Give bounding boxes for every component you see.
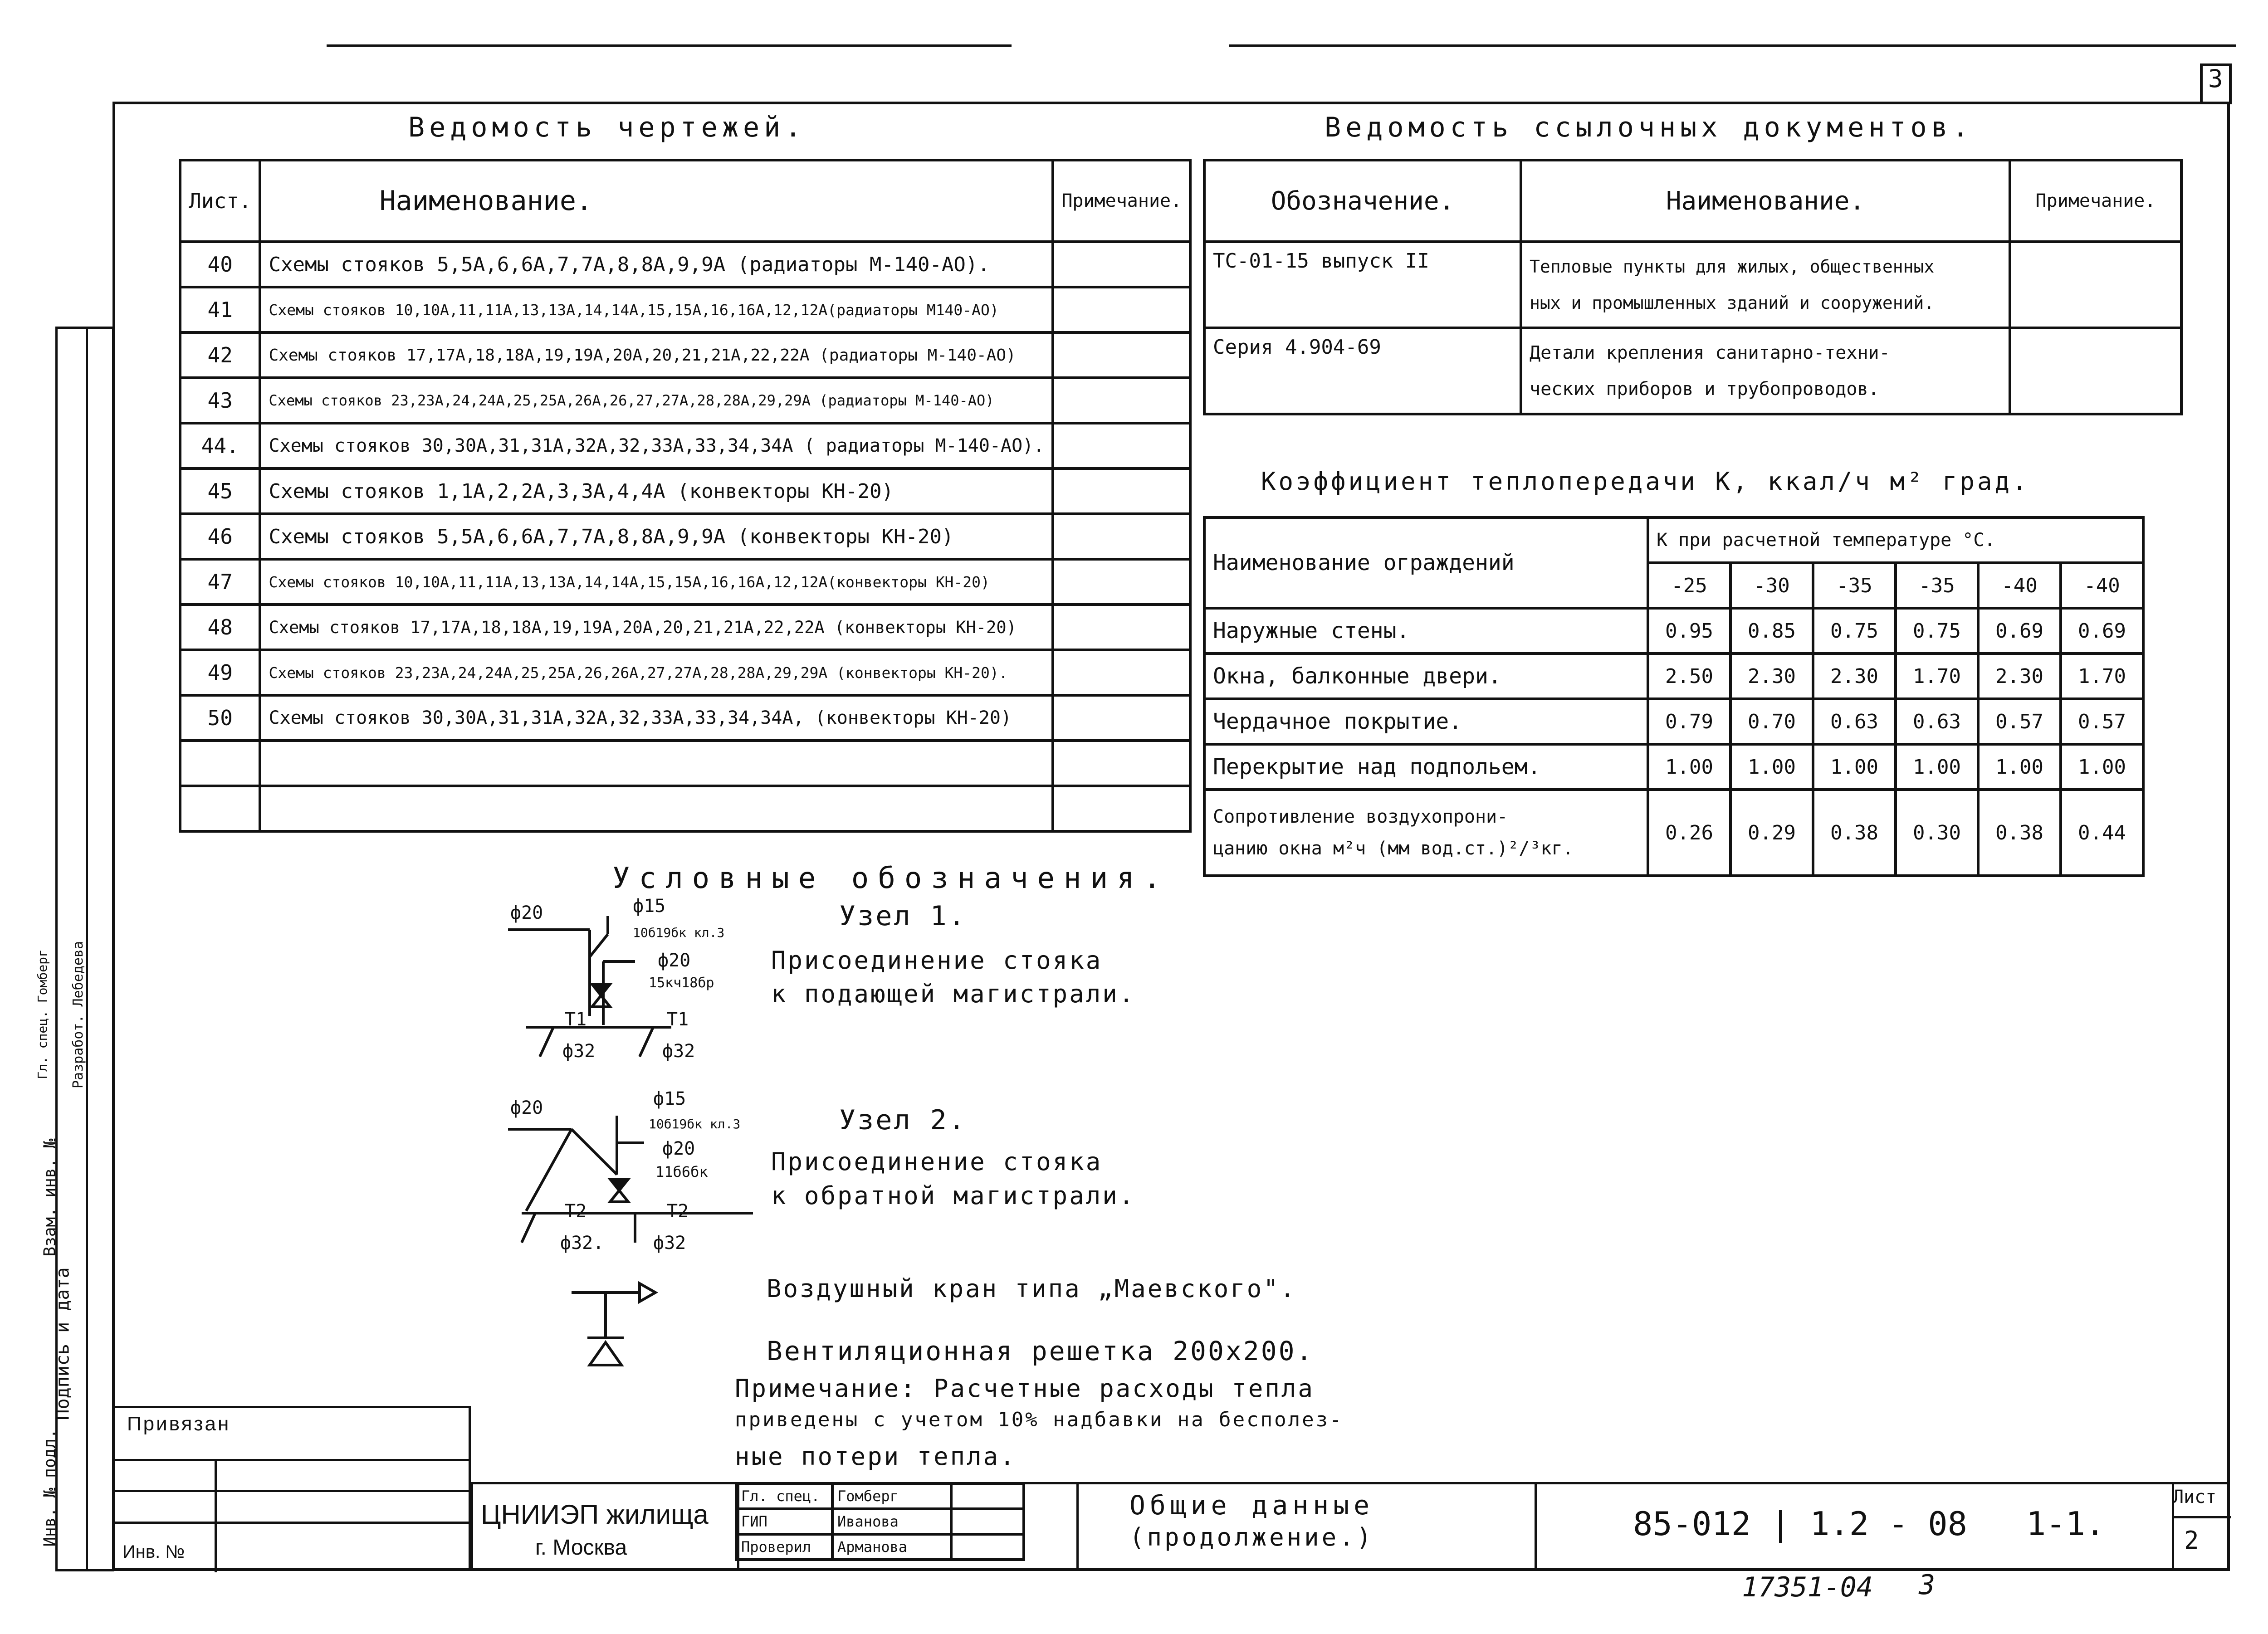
bottom-code: 17351-04 (1742, 1571, 1873, 1603)
node1-spec20: 15кч18бр (649, 975, 714, 991)
ref-col-note: Примечание. (2010, 160, 2181, 242)
table-row-empty (180, 786, 1190, 831)
node1-desc1: Присоединение стояка (771, 946, 1103, 975)
table-row-empty (180, 741, 1190, 786)
node1-t1b: Т1 (667, 1009, 689, 1030)
list-label: Лист (2173, 1487, 2217, 1507)
node1-d32a: ф32 (562, 1041, 596, 1062)
heat-coeff-table: Наименование ограждений К при расчетной температуре °С. -25 -30 -35 -35 -40 -40 Наружные стены. 0.95 0.85 0.75 0.75 0.69 0.69 Окна, балконные двери. 2.50 2.30 2.30 1.70 2.30 1.70 Чердачное покрытие. 0.79 0.70 0.63 0.63 0.57 0.57 Перекрытие над подпольем. 1.00 1.00 1.00 1.00 1.00 1.00 Сопротивление воздухопрони- цанию окна м²ч (мм вод.ст.)²/³кг. 0.26 0.29 0.38 0.30 0.38 0.44 (1203, 516, 2145, 877)
legend-title: Условные обозначения. (612, 862, 1170, 895)
node2-d15: ф15 (653, 1088, 686, 1109)
table-row: Гл. спец. Гомберг (736, 1483, 1024, 1509)
note-line1: Примечание: Расчетные расходы тепла (735, 1374, 1315, 1403)
side-podpis-data: Подпись и дата (52, 1267, 73, 1420)
drawings-list-title: Ведомость чертежей. (408, 112, 806, 143)
top-rule-left (327, 44, 1012, 47)
table-row: Наружные стены. 0.95 0.85 0.75 0.75 0.69 0.69 (1204, 608, 2143, 654)
node1-title: Узел 1. (839, 900, 967, 932)
node2-t2a: Т2 (565, 1201, 587, 1222)
bottom-number: 3 (1919, 1569, 1936, 1601)
node1-t1a: Т1 (565, 1009, 587, 1030)
node2-d20b: ф20 (662, 1138, 695, 1159)
sheet-title-line1: Общие данные (1129, 1490, 1374, 1521)
table-row: Проверил Арманова (736, 1534, 1024, 1560)
table-row: Сопротивление воздухопрони- цанию окна м²ч (мм вод.ст.)²/³кг. 0.26 0.29 0.38 0.30 0.38 0.44 (1204, 790, 2143, 876)
heat-col-group: К при расчетной температуре °С. (1648, 517, 2143, 563)
node2-d32b: ф32 (653, 1233, 686, 1254)
node2-spec15: 10б19бк кл.3 (649, 1117, 741, 1132)
side-razrab: Разработ. Лебедева (70, 941, 87, 1089)
air-valve-label: Воздушный кран типа „Маевского". (767, 1274, 1297, 1303)
node2-t2b: Т2 (667, 1201, 689, 1222)
table-row: 40 Схемы стояков 5,5А,6,6А,7,7А,8,8А,9,9А (радиаторы М-140-АО). (180, 242, 1190, 287)
privyazan-label: Привязан (127, 1413, 231, 1435)
node1-desc2: к подающей магистрали. (771, 980, 1136, 1008)
node1-d15: ф15 (633, 896, 666, 917)
table-row: ГИП Иванова (736, 1509, 1024, 1534)
table-row: 45 Схемы стояков 1,1А,2,2А,3,3А,4,4А (конвекторы КН-20) (180, 468, 1190, 514)
inv-no-label: Инв. № (122, 1542, 185, 1562)
col-note: Примечание. (1053, 160, 1190, 242)
table-row: Серия 4.904-69 Детали крепления санитарно-техни- ческих приборов и трубопроводов. (1204, 328, 2181, 414)
node2-spec20: 11б6бк (655, 1163, 708, 1180)
air-valve-icon (562, 1274, 662, 1374)
list-number: 2 (2184, 1526, 2199, 1555)
sheet-title-line2: (продолжение.) (1129, 1523, 1374, 1551)
table-row: 50 Схемы стояков 30,30А,31,31А,32А,32,33А,33,34,34А, (конвекторы КН-20) (180, 695, 1190, 741)
note-line2: приведены с учетом 10% надбавки на бесполез- (735, 1408, 1344, 1431)
table-row: ТС-01-15 выпуск II Тепловые пункты для жилых, общественных ных и промышленных зданий и сооружений. (1204, 242, 2181, 328)
side-inv-podl: Инв. № подл. (40, 1429, 59, 1547)
roles-table (735, 1482, 1025, 1561)
table-row: Окна, балконные двери. 2.50 2.30 2.30 1.70 2.30 1.70 (1204, 654, 2143, 699)
top-rule-right (1229, 44, 2236, 47)
side-gl-spec: Гл. спец. Гомберг (34, 949, 50, 1079)
table-row: 41 Схемы стояков 10,10А,11,11А,13,13А,14,14А,15,15А,16,16А,12,12А(радиаторы М140-АО) (180, 287, 1190, 332)
node1-d32b: ф32 (662, 1041, 695, 1062)
drawing-code: 85-012 | 1.2 - 08 1-1. (1633, 1505, 2105, 1543)
node2-desc1: Присоединение стояка (771, 1147, 1103, 1176)
reference-docs-title: Ведомость ссылочных документов. (1325, 112, 1973, 143)
corner-sheet-number: 3 (2208, 64, 2223, 93)
table-row: 46 Схемы стояков 5,5А,6,6А,7,7А,8,8А,9,9А (конвекторы КН-20) (180, 514, 1190, 559)
table-row: Чердачное покрытие. 0.79 0.70 0.63 0.63 0.57 0.57 (1204, 699, 2143, 744)
vent-grille-label: Вентиляционная решетка 200х200. (767, 1336, 1314, 1366)
ref-col-name: Наименование. (1521, 160, 2010, 242)
node2-title: Узел 2. (839, 1104, 967, 1136)
col-sheet: Лист. (180, 160, 260, 242)
node2-d32a: ф32. (560, 1233, 604, 1254)
org-name: ЦНИИЭП жилища (481, 1499, 709, 1530)
node1-d20b: ф20 (658, 950, 691, 971)
table-row: 44. Схемы стояков 30,30А,31,31А,32А,32,33А,33,34,34А ( радиаторы М-140-АО). (180, 423, 1190, 468)
table-row: 48 Схемы стояков 17,17А,18,18А,19,19А,20А,20,21,21А,22,22А (конвекторы КН-20) (180, 605, 1190, 650)
table-row: Перекрытие над подпольем. 1.00 1.00 1.00 1.00 1.00 1.00 (1204, 744, 2143, 790)
table-row: 49 Схемы стояков 23,23А,24,24А,25,25А,26,26А,27,27А,28,28А,29,29А (конвекторы КН-20). (180, 650, 1190, 695)
org-city: г. Москва (535, 1536, 627, 1560)
node1-d20a: ф20 (510, 902, 543, 923)
side-vzam-inv: Взам. инв. № (40, 1138, 59, 1257)
node1-spec15: 10б19бк кл.3 (633, 925, 725, 940)
node2-d20a: ф20 (510, 1097, 543, 1118)
table-row: 43 Схемы стояков 23,23А,24,24А,25,25А,26А,26,27,27А,28,28А,29,29А (радиаторы М-140-АО) (180, 378, 1190, 423)
col-name: Наименование. (260, 160, 1053, 242)
table-row: 42 Схемы стояков 17,17А,18,18А,19,19А,20А,20,21,21А,22,22А (радиаторы М-140-АО) (180, 332, 1190, 378)
drawings-list-table (179, 159, 1192, 833)
table-row: 47 Схемы стояков 10,10А,11,11А,13,13А,14,14А,15,15А,16,16А,12,12А(конвекторы КН-20) (180, 559, 1190, 605)
node2-desc2: к обратной магистрали. (771, 1181, 1136, 1210)
heat-coeff-title: Коэффициент теплопередачи К, ккал/ч м² град. (1261, 467, 2030, 496)
heat-col-name: Наименование ограждений (1204, 517, 1648, 608)
note-line3: ные потери тепла. (735, 1442, 1017, 1471)
reference-docs-table (1203, 159, 2183, 415)
ref-col-code: Обозначение. (1204, 160, 1521, 242)
